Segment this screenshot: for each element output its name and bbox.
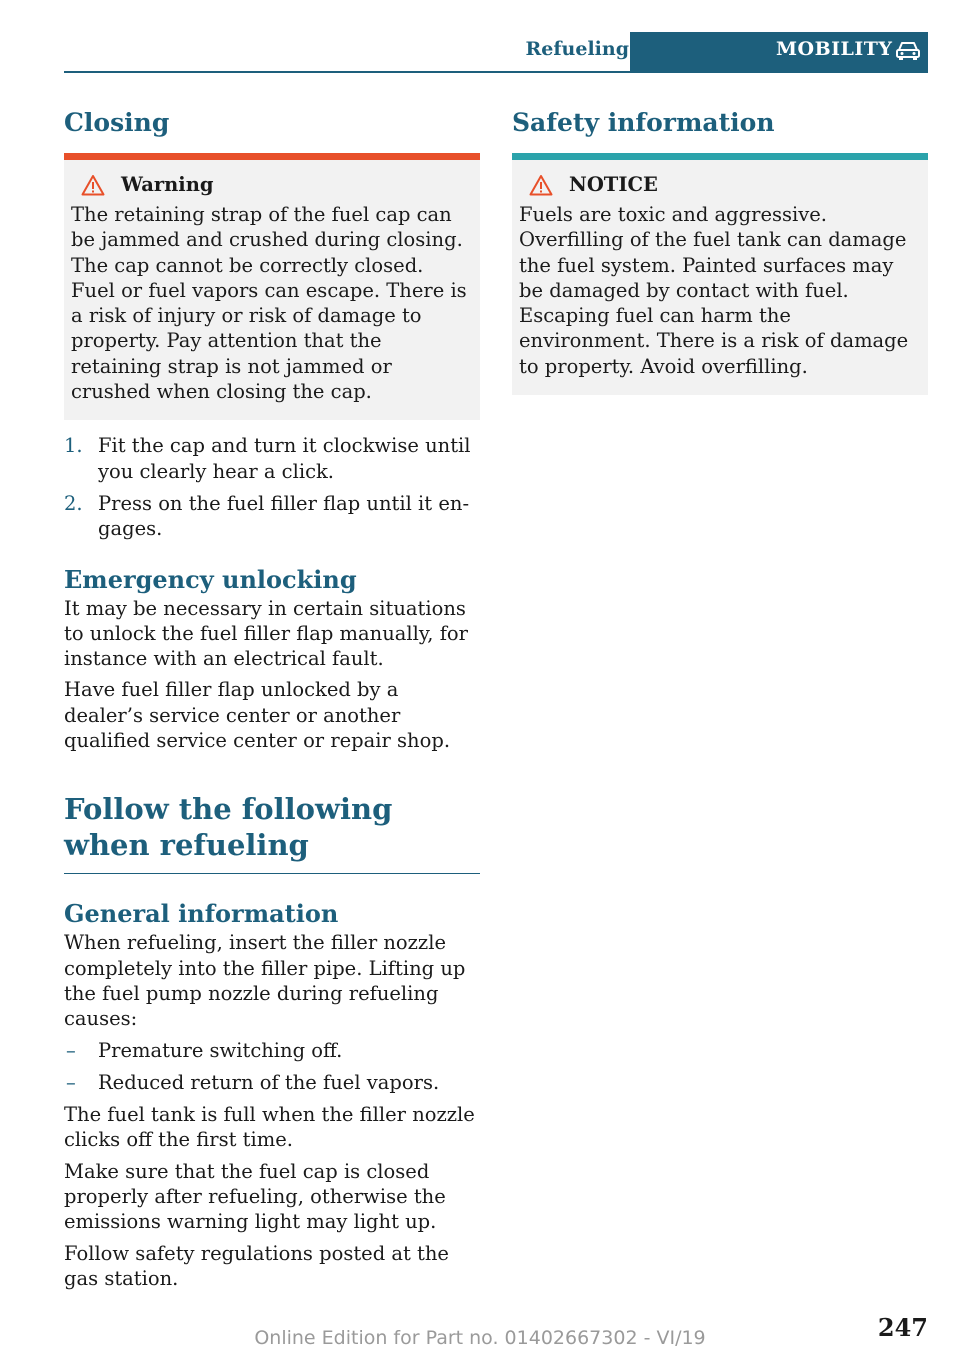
right-column <box>512 100 928 395</box>
notice-text: Fuels are toxic and aggressive. Overfilling of the fuel tank can damage the fuel system. Painted surfaces may be damaged by contact with fuel. Escaping fuel can harm the environment. There is a risk of damage to property. Avoid overfilling. <box>519 203 909 378</box>
page-header <box>64 32 928 73</box>
warning-box <box>64 153 480 420</box>
safety-heading: Safety information <box>512 108 775 137</box>
step-text: Press on the fuel filler flap until it engages. <box>98 491 470 541</box>
refueling-paragraph: Make sure that the fuel cap is closed properly after refueling, otherwise the emissions warning light may light up. <box>64 1159 446 1234</box>
header-chapter-tab <box>630 32 928 71</box>
warning-title-row <box>71 172 472 198</box>
header-section-title: Refueling <box>525 38 629 60</box>
warning-title: Warning <box>121 173 214 196</box>
refueling-bullets <box>64 1038 480 1096</box>
closing-heading: Closing <box>64 108 170 137</box>
left-column <box>64 100 480 1297</box>
step-number: 1. <box>64 434 83 458</box>
refueling-intro: When refueling, insert the filler nozzle completely into the filler pipe. Lifting up the fuel pump nozzle during refueling causes: <box>64 931 466 1031</box>
list-item <box>64 1070 480 1095</box>
warning-triangle-icon <box>529 174 553 196</box>
emergency-heading: Emergency unlocking <box>64 564 357 594</box>
warning-text: The retaining strap of the fuel cap can be jammed and crushed during closing. The cap cannot be correctly closed. Fuel or fuel vapors can escape. There is a risk of injury or risk of damage to property. Pay attention that the retaining strap is not jammed or crushed when closing the cap. <box>71 203 467 404</box>
refueling-paragraph: The fuel tank is full when the filler nozzle clicks off the first time. <box>64 1103 475 1152</box>
footer-edition: Online Edition for Part no. 01402667302 - VI/19 <box>254 1327 706 1349</box>
list-item <box>64 433 480 484</box>
bullet-text: Premature switching off. <box>98 1038 343 1062</box>
emergency-paragraph: Have fuel filler flap unlocked by a dealer’s service center or another qualified service center or repair shop. <box>64 678 451 753</box>
bullet-text: Reduced return of the fuel vapors. <box>98 1070 440 1094</box>
refueling-heading: Follow the following when refueling <box>64 792 393 863</box>
step-text: Fit the cap and turn it clockwise until you clearly hear a click. <box>98 434 471 483</box>
car-icon <box>895 40 921 62</box>
header-chapter-label: MOBILITY <box>776 38 893 60</box>
refueling-paragraph: Follow safety regulations posted at the gas station. <box>64 1241 449 1290</box>
warning-triangle-icon <box>81 174 105 196</box>
dash-bullet: – <box>66 1038 76 1062</box>
general-info-heading: General information <box>64 899 339 929</box>
list-item <box>64 1038 480 1063</box>
page-number: 247 <box>877 1313 928 1342</box>
dash-bullet: – <box>66 1070 76 1094</box>
notice-title: NOTICE <box>569 173 658 196</box>
emergency-paragraph: It may be necessary in certain situations to unlock the fuel filler flap manually, for instance with an electrical fault. <box>64 596 468 671</box>
closing-steps <box>64 433 480 541</box>
notice-box <box>512 153 928 395</box>
section-divider <box>64 873 480 874</box>
notice-title-row <box>519 172 920 198</box>
list-item <box>64 491 480 542</box>
step-number: 2. <box>64 491 83 515</box>
